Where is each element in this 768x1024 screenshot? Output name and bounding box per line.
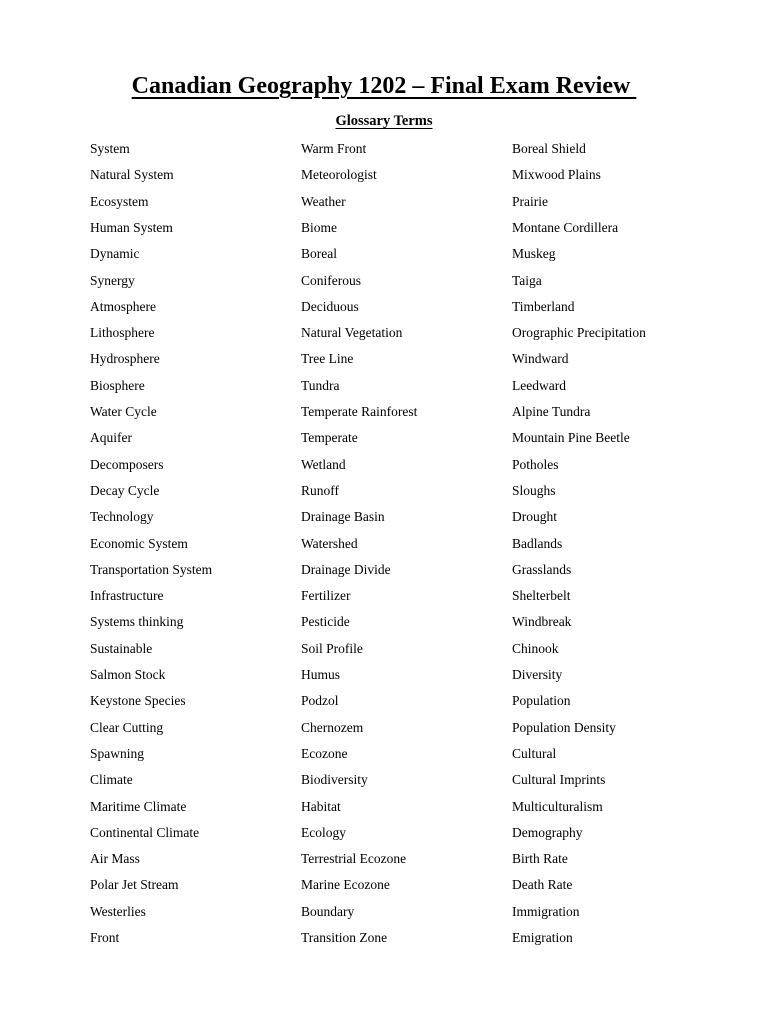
glossary-term: Natural System: [90, 167, 174, 183]
glossary-term: Meteorologist: [301, 167, 377, 183]
glossary-term: Synergy: [90, 272, 135, 288]
glossary-term: Taiga: [512, 272, 542, 288]
glossary-term: Muskeg: [512, 246, 556, 262]
glossary-term: Westerlies: [90, 903, 146, 919]
glossary-term: Montane Cordillera: [512, 219, 619, 235]
glossary-term: Sloughs: [512, 482, 556, 498]
glossary-term: Economic System: [90, 535, 188, 551]
glossary-term: Drought: [512, 509, 557, 525]
glossary-term: Humus: [301, 667, 341, 682]
glossary-term: Human System: [90, 219, 173, 235]
glossary-term: Podzol: [301, 693, 339, 709]
glossary-term: Population: [512, 693, 571, 709]
glossary-term: Windward: [512, 351, 569, 367]
glossary-term: Dynamic: [90, 246, 140, 262]
glossary-term: Death Rate: [512, 877, 573, 893]
glossary-term: Drainage Divide: [301, 561, 391, 577]
glossary-term: Decomposers: [90, 456, 164, 472]
glossary-term: Leedward: [512, 377, 566, 393]
glossary-term: Timberland: [512, 298, 575, 314]
section-heading-text: Glossary Terms: [335, 113, 433, 129]
glossary-term: Polar Jet Stream: [90, 877, 179, 893]
glossary-term: Tree Line: [301, 351, 354, 367]
glossary-term: Grasslands: [512, 561, 572, 577]
glossary-term: Orographic Precipitation: [512, 325, 646, 341]
glossary-term: Windbreak: [512, 614, 572, 630]
glossary-term: Air Mass: [90, 851, 140, 867]
glossary-term: Mixwood Plains: [512, 167, 601, 183]
glossary-term: Marine Ecozone: [301, 877, 390, 893]
glossary-term: Mountain Pine Beetle: [512, 430, 630, 446]
glossary-term: Biome: [301, 219, 337, 235]
glossary-term: Natural Vegetation: [301, 325, 403, 341]
glossary-term: Systems thinking: [90, 614, 184, 630]
glossary-term: Keystone Species: [90, 693, 186, 709]
glossary-term: Drainage Basin: [301, 509, 385, 525]
glossary-term: Transition Zone: [301, 930, 388, 945]
glossary-term: Pesticide: [301, 614, 350, 630]
glossary-term: Atmosphere: [90, 298, 156, 314]
glossary-term: Runoff: [301, 482, 340, 498]
glossary-term: Climate: [90, 772, 133, 788]
glossary-term: System: [90, 141, 130, 156]
glossary-term: Wetland: [301, 456, 346, 472]
glossary-term: Weather: [301, 193, 346, 209]
glossary-term: Shelterbelt: [512, 588, 571, 604]
glossary-term: Continental Climate: [90, 824, 200, 840]
glossary-term: Temperate: [301, 430, 358, 446]
glossary-term: Aquifer: [90, 430, 132, 446]
glossary-term: Prairie: [512, 193, 548, 209]
glossary-term: Badlands: [512, 535, 563, 551]
glossary-term: Boundary: [301, 903, 355, 919]
glossary-term: Alpine Tundra: [512, 404, 591, 419]
glossary-term: Chinook: [512, 640, 559, 656]
glossary-term: Technology: [90, 509, 154, 525]
glossary-term: Chernozem: [301, 719, 364, 735]
glossary-term: Cultural Imprints: [512, 772, 606, 788]
glossary-term: Temperate Rainforest: [301, 404, 418, 419]
glossary-term: Ecozone: [301, 745, 348, 761]
glossary-term: Terrestrial Ecozone: [301, 851, 407, 867]
glossary-term: Warm Front: [301, 141, 367, 156]
glossary-term: Decay Cycle: [90, 482, 160, 498]
glossary-term: Infrastructure: [90, 588, 164, 604]
glossary-term: Spawning: [90, 745, 144, 761]
glossary-term: Diversity: [512, 667, 563, 682]
glossary-term: Biosphere: [90, 377, 145, 393]
glossary-term: Watershed: [301, 535, 358, 551]
glossary-term: Cultural: [512, 745, 557, 761]
document-title-text: Canadian Geography 1202 – Final Exam Review: [131, 73, 637, 99]
glossary-term: Soil Profile: [301, 640, 363, 656]
glossary-term: Lithosphere: [90, 325, 155, 341]
glossary-term: Demography: [512, 824, 583, 840]
glossary-term: Water Cycle: [90, 404, 157, 419]
glossary-term: Salmon Stock: [90, 667, 166, 682]
glossary-term: Clear Cutting: [90, 719, 164, 735]
glossary-term: Hydrosphere: [90, 351, 160, 367]
glossary-term: Biodiversity: [301, 772, 368, 788]
section-heading: [0, 111, 768, 131]
glossary-term: Sustainable: [90, 640, 153, 656]
glossary-term: Transportation System: [90, 561, 213, 577]
glossary-term: Boreal Shield: [512, 141, 586, 156]
glossary-term: Multiculturalism: [512, 798, 603, 814]
glossary-term: Coniferous: [301, 272, 361, 288]
glossary-term: Ecosystem: [90, 193, 149, 209]
document-title: [0, 70, 768, 102]
glossary-term: Habitat: [301, 798, 341, 814]
glossary-term: Birth Rate: [512, 851, 568, 867]
glossary-term: Front: [90, 930, 120, 945]
glossary-term: Tundra: [301, 377, 340, 393]
glossary-term: Deciduous: [301, 298, 359, 314]
glossary-term: Maritime Climate: [90, 798, 187, 814]
glossary-term: Emigration: [512, 930, 573, 945]
glossary-term: Immigration: [512, 903, 580, 919]
glossary-term: Population Density: [512, 719, 616, 735]
glossary-term: Potholes: [512, 456, 559, 472]
glossary-term: Ecology: [301, 824, 346, 840]
glossary-term: Boreal: [301, 246, 337, 262]
glossary-term: Fertilizer: [301, 588, 351, 604]
